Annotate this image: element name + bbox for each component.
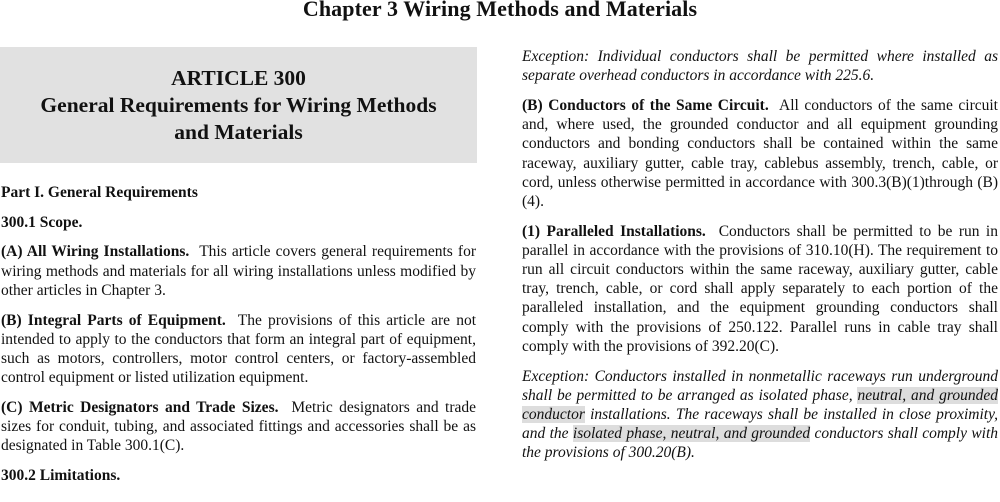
part-heading: Part I. General Requirements [1, 184, 198, 201]
left-column [1, 183, 476, 496]
paragraph-300-1-b [1, 311, 476, 388]
paragraph-text: Conductors shall be permitted to be run in parallel in accordance with the provisions of 310.10(H). The requirement to run all circuit conductors within the same raceway, auxiliary gutter, cable tray, trench, cable, or cord shall apply separately to each portion of the paralleled installation, and the equipment grounding conductors shall comply with the provisions of 250.122. Parallel runs in cable tray shall comply with the provisions of 392.20(C). [522, 222, 998, 355]
chapter-title: Chapter 3 Wiring Methods and Materials [302, 0, 698, 21]
highlighted-text: neutral, and grounded conductor [522, 386, 998, 423]
paragraph-text: Metric designators and trade sizes for conduit, tubing, and associated fittings and accessories shall be as designated in Table 300.1(C). [1, 398, 477, 455]
exception-text: conductors shall comply with the provisions of 300.20(B). [522, 425, 999, 462]
exception-paragraph: Exception: Individual conductors shall be permitted where installed as separate overhead conductors in accordance with 225.6. [522, 48, 998, 85]
highlighted-text: isolated phase, neutral, and grounded [572, 425, 811, 443]
paragraph-300-1-c [1, 398, 476, 456]
paragraph-heading: (C) Metric Designators and Trade Sizes. [1, 398, 279, 416]
paragraph-heading: (1) Paralleled Installations. [522, 222, 706, 240]
exception-text: Exception: Conductors installed in nonmetallic raceways run underground shall be permitted to be arranged as isolated phase, [522, 367, 998, 404]
paragraph-text: All conductors of the same circuit and, where used, the grounded conductor and all equipment grounding conductors and bonding conductors shall be contained within the same raceway, auxiliary gutter, cable tray, cablebus assembly, trench, cable, or cord, unless otherwise permitted in accordance with 300.3(B)(1)through (B)(4). [522, 96, 998, 210]
paragraph-paralleled-installations [522, 222, 998, 356]
paragraph-text: The provisions of this article are not intended to apply to the conductors that form an integral part of equipment, such as motors, controllers, motor control centers, or factory-assembled control equipment or listed utilization equipment. [1, 311, 476, 387]
section-300-1-heading: 300.1 Scope. [1, 213, 83, 231]
paragraph-heading: (A) All Wiring Installations. [1, 243, 190, 261]
article-number: ARTICLE 300 [171, 66, 306, 90]
paragraph-text: This article covers general requirements for wiring methods and materials for all wiring installations unless modified by other articles in Chapter 3. [1, 243, 476, 299]
section-300-2-heading: 300.2 Limitations. [1, 466, 121, 484]
paragraph-heading: (B) Integral Parts of Equipment. [1, 311, 226, 329]
article-header-box [0, 47, 477, 163]
article-title-line-2: and Materials [174, 120, 303, 144]
article-title-line-1: General Requirements for Wiring Methods [40, 93, 437, 117]
paragraph-300-3-b [522, 96, 998, 211]
exception-text: installations. The raceways shall be installed in close proximity, and the [522, 405, 999, 443]
paragraph-heading: (B) Conductors of the Same Circuit. [522, 96, 769, 114]
paragraph-300-1-a [1, 242, 476, 300]
exception-paragraph-highlighted [522, 367, 998, 463]
right-column [522, 47, 998, 473]
